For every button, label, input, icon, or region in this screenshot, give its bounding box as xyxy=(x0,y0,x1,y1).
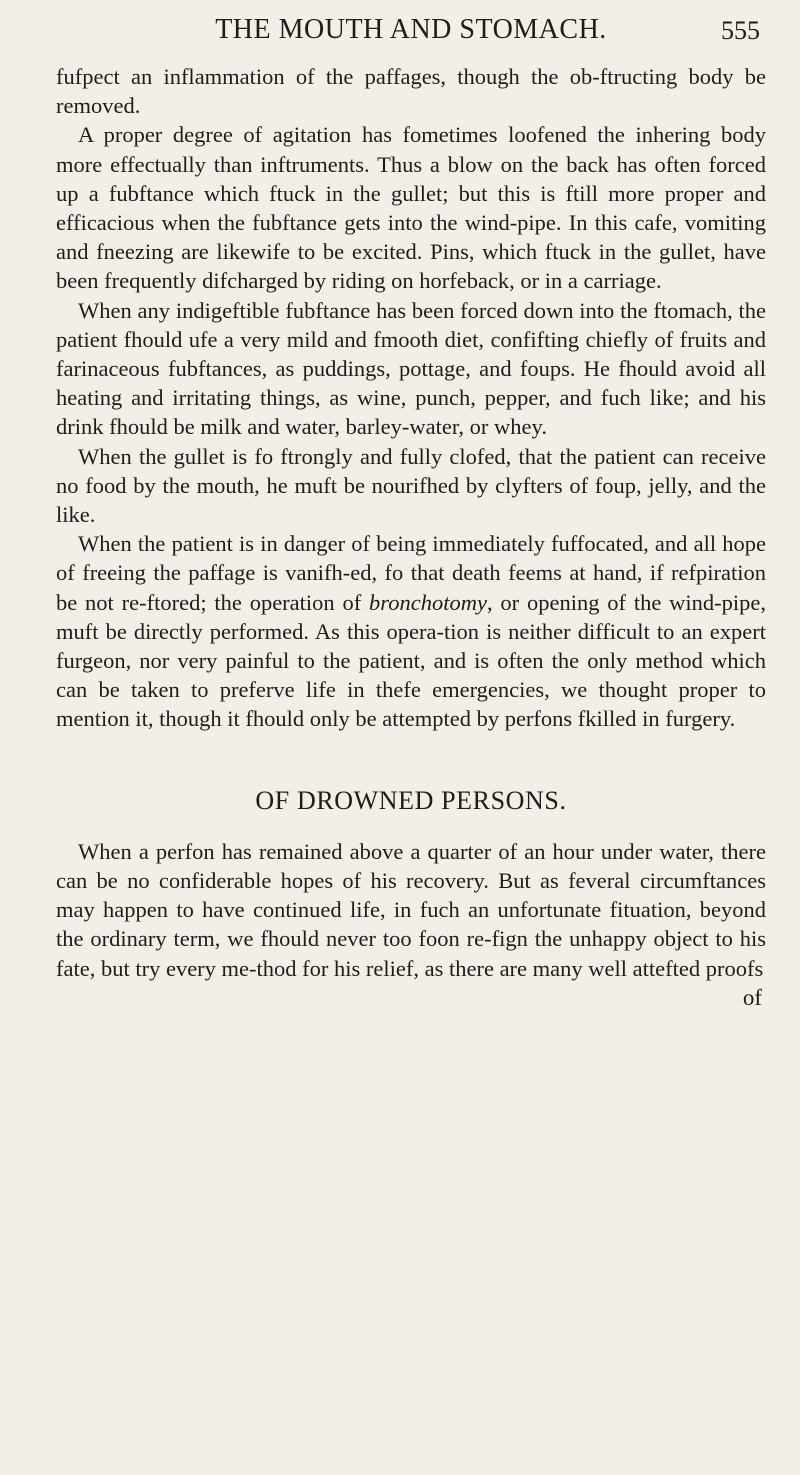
running-head xyxy=(56,0,766,62)
bronchotomy-text-after: , or opening of the wind-pipe, muft be directly performed. As this opera-tion is neither difficult to an expert furgeon, nor very painful to the patient, and is often the only method which can be taken to preferve life in thefe emergencies, we thought proper to mention it, though it fhould only be attempted by perfons fkilled in furgery. xyxy=(56,589,766,732)
catchword: of xyxy=(742,984,762,1010)
paragraph-bronchotomy xyxy=(56,529,766,733)
bronchotomy-term: bronchotomy xyxy=(369,589,487,615)
paragraph-indigestible-substance: When any indigeftible fubftance has been forced down into the ftomach, the patient fhould ufe a very mild and fmooth diet, confifting chiefly of fruits and farinaceous fubftances, as puddings, pottage, and foups. He fhould avoid all heating and irritating things, as wine, punch, pepper, and fuch like; and his drink fhould be milk and water, barley-water, or whey. xyxy=(56,297,766,440)
section-heading: OF DROWNED PERSONS. xyxy=(255,785,567,815)
paragraph-agitation: A proper degree of agitation has fometimes loofened the inhering body more effectually than inftruments. Thus a blow on the back has often forced up a fubftance which ftuck in the gullet; but this is ftill more proper and efficacious when the fubftance gets into the wind-pipe. In this cafe, vomiting and fneezing are likewife to be excited. Pins, which ftuck in the gullet, have been frequently difcharged by riding on horfeback, or in a carriage. xyxy=(56,122,766,294)
paragraph-drowned-persons: When a perfon has remained above a quarter of an hour under water, there can be no confiderable hopes of his recovery. But as feveral circumftances may happen to have continued life, in fuch an unfortunate fituation, beyond the ordinary term, we fhould never too foon re-fign the unhappy object to his fate, but try every me-thod for his relief, as there are many well attefted proofs xyxy=(56,838,766,981)
paragraph-continuation: fufpect an inflammation of the paffages, though the ob-ftructing body be removed. xyxy=(56,64,766,119)
page-number: 555 xyxy=(721,16,760,45)
body-text xyxy=(56,62,766,1012)
paragraph-gullet-closed: When the gullet is fo ftrongly and fully clofed, that the patient can receive no food by the mouth, he muft be nourifhed by clyfters of foup, jelly, and the like. xyxy=(56,443,766,528)
bronchotomy-text-before: When the patient is in danger of being immediately fuffocated, and all hope of freeing the paffage is vanifh-ed, fo that death feems at hand, if refpiration be not re-ftored; the operation of xyxy=(56,531,766,615)
running-title: THE MOUTH AND STOMACH. xyxy=(215,14,607,45)
